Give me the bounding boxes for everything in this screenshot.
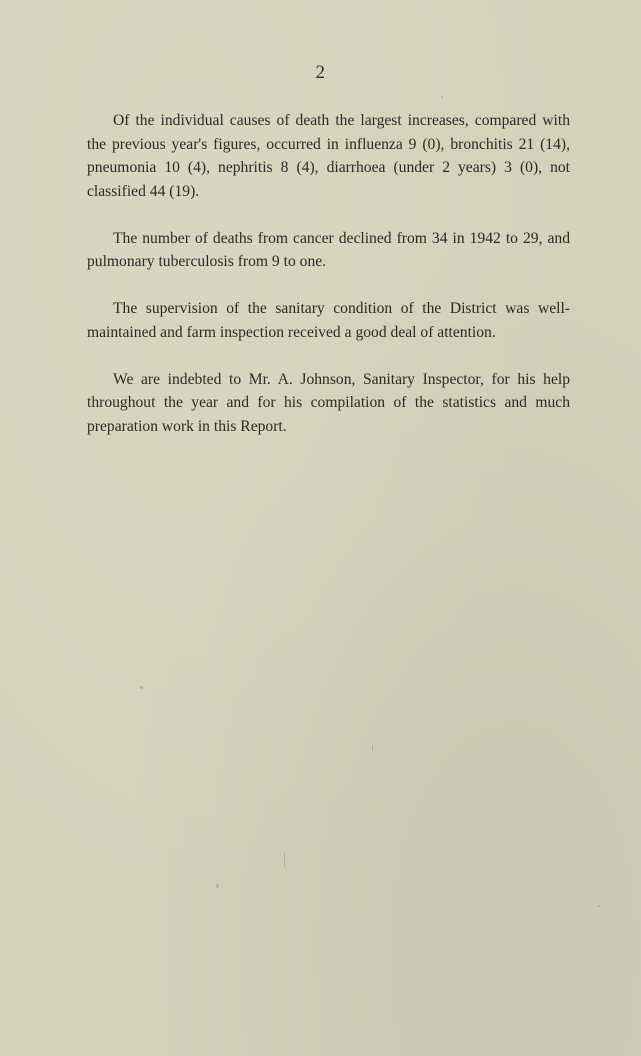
paper-speck: [598, 905, 600, 907]
paragraph-sanitary-supervision: The supervision of the sanitary condition of the District was well-maintained and farm inspection received a good deal of attention.: [87, 300, 570, 341]
paper-speck: [216, 884, 219, 888]
paragraph-causes-of-death: Of the individual causes of death the largest increases, compared with the previous year's figures, occurred in influenza 9 (0), bronchitis 21 (14), pneumonia 10 (4), nephritis 8 (4), diarrhoea (under 2 years) 3 (0), not classified 44 (19).: [87, 112, 570, 200]
paper-speck: [284, 853, 285, 867]
paragraph-cancer-tuberculosis: The number of deaths from cancer declined from 34 in 1942 to 29, and pulmonary tuberculosis from 9 to one.: [87, 229, 570, 270]
report-body: [87, 109, 570, 462]
paragraph-acknowledgement: We are indebted to Mr. A. Johnson, Sanitary Inspector, for his help throughout the year and for his compilation of the statistics and much preparation work in this Report.: [87, 370, 570, 435]
page-number: 2: [315, 62, 326, 83]
paper-speck: [140, 686, 143, 689]
paper-speck: [441, 96, 443, 98]
paper-speck: [372, 745, 373, 751]
